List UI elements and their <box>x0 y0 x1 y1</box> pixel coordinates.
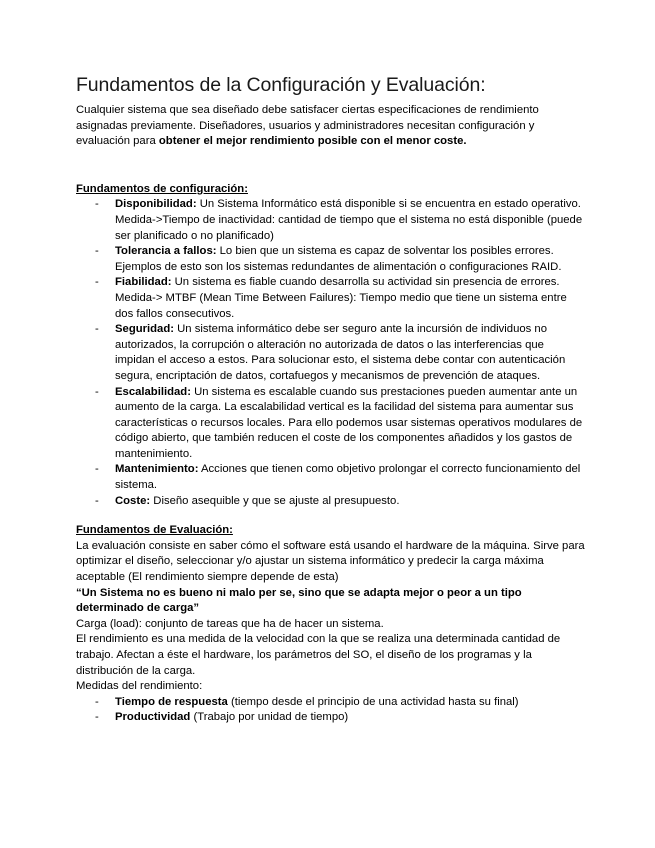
list-item-escalabilidad <box>76 385 586 463</box>
intro-paragraph <box>76 103 586 150</box>
eval-paragraph-2: Carga (load): conjunto de tareas que ha de hacer un sistema. <box>76 617 384 630</box>
bullet-dash: - <box>95 385 99 398</box>
item-term: Tiempo de respuesta <box>115 695 228 708</box>
item-term: Productividad <box>115 711 191 724</box>
item-text: Un Sistema Informático está disponible si se encuentra en estado operativo. Medida->Tiempo de inactividad: cantidad de tiempo que el sistema no está disponible (puede ser planificado o no planificado) <box>115 198 583 242</box>
item-term: Coste: <box>115 494 151 507</box>
list-item-fiabilidad <box>76 275 586 322</box>
item-term: Tolerancia a fallos: <box>115 245 217 258</box>
list-item-coste <box>76 494 586 510</box>
item-term: Mantenimiento: <box>115 463 199 476</box>
list-item-tolerancia <box>76 244 586 275</box>
item-term: Fiabilidad: <box>115 276 172 289</box>
bullet-dash: - <box>95 695 99 708</box>
item-term: Disponibilidad: <box>115 198 197 211</box>
config-list <box>76 197 586 509</box>
eval-heading: Fundamentos de Evaluación: <box>76 524 233 537</box>
eval-quote: “Un Sistema no es bueno ni malo per se, sino que se adapta mejor o peor a un tipo determinado de carga” <box>76 586 522 615</box>
bullet-dash: - <box>95 245 99 258</box>
list-item-seguridad <box>76 322 586 384</box>
item-text: Acciones que tienen como objetivo prolongar el correcto funcionamiento del sistema. <box>115 463 581 492</box>
item-text: (tiempo desde el principio de una actividad hasta su final) <box>227 695 519 708</box>
item-text: Diseño asequible y que se ajuste al presupuesto. <box>150 494 400 507</box>
eval-paragraph-4: Medidas del rendimiento: <box>76 680 203 693</box>
item-text: Un sistema es escalable cuando sus prestaciones pueden aumentar ante un aumento de la carga. La escalabilidad vertical es la facilidad del sistema para aumentar sus características o recursos locales. Para ello podemos usar sistemas operativos modulares de código abierto, que también reducen el coste de los componentes añadidos y los gastos de mantenimiento. <box>115 385 583 460</box>
list-item-mantenimiento <box>76 462 586 493</box>
bullet-dash: - <box>95 276 99 289</box>
bullet-dash: - <box>95 494 99 507</box>
document-page <box>76 73 586 726</box>
bullet-dash: - <box>95 323 99 336</box>
item-text: Lo bien que un sistema es capaz de solventar los posibles errores. Ejemplos de esto son los sistemas redundantes de alimentación o configuraciones RAID. <box>115 245 562 273</box>
list-item-productividad <box>76 710 586 726</box>
bullet-dash: - <box>95 711 99 724</box>
item-term: Seguridad: <box>115 323 174 336</box>
eval-paragraph-3: El rendimiento es una medida de la velocidad con la que se realiza una determinada cantidad de trabajo. Afectan a éste el hardware, los parámetros del SO, el diseño de los programas y la distribución de la carga. <box>76 633 561 677</box>
intro-text: Cualquier sistema que sea diseñado debe satisfacer ciertas especificaciones de rendimiento asignadas previamente. Diseñadores, usuarios y administradores necesitan configuración y evaluación para <box>76 104 539 148</box>
item-text: Un sistema informático debe ser seguro ante la incursión de individuos no autorizados, la corrupción o alteración no autorizada de datos o las interferencias que impidan el acceso a estos. Para solucionar esto, el sistema debe contar con autenticación segura, encriptación de datos, cortafuegos y mecanismos de prevención de ataques. <box>115 323 566 382</box>
eval-paragraph-1: La evaluación consiste en saber cómo el software está usando el hardware de la máquina. Sirve para optimizar el diseño, seleccionar y/o ajustar un sistema informático y predecir la carga máxima aceptable (El rendimiento siempre depende de esta) <box>76 539 585 584</box>
item-text: Un sistema es fiable cuando desarrolla su actividad sin presencia de errores. Medida-> MTBF (Mean Time Between Failures): Tiempo medio que tiene un sistema entre dos fallos consecutivos. <box>115 276 567 320</box>
list-item-tiempo-respuesta <box>76 695 586 711</box>
item-term: Escalabilidad: <box>115 385 191 398</box>
page-title: Fundamentos de la Configuración y Evaluación: <box>76 74 486 96</box>
list-item-disponibilidad <box>76 197 586 244</box>
bullet-dash: - <box>95 198 99 211</box>
intro-bold-text: obtener el mejor rendimiento posible con el menor coste. <box>158 135 467 148</box>
item-text: (Trabajo por unidad de tiempo) <box>190 711 349 724</box>
eval-list <box>76 695 586 726</box>
section-gap <box>76 509 586 523</box>
bullet-dash: - <box>95 463 99 476</box>
config-heading: Fundamentos de configuración: <box>76 182 248 195</box>
